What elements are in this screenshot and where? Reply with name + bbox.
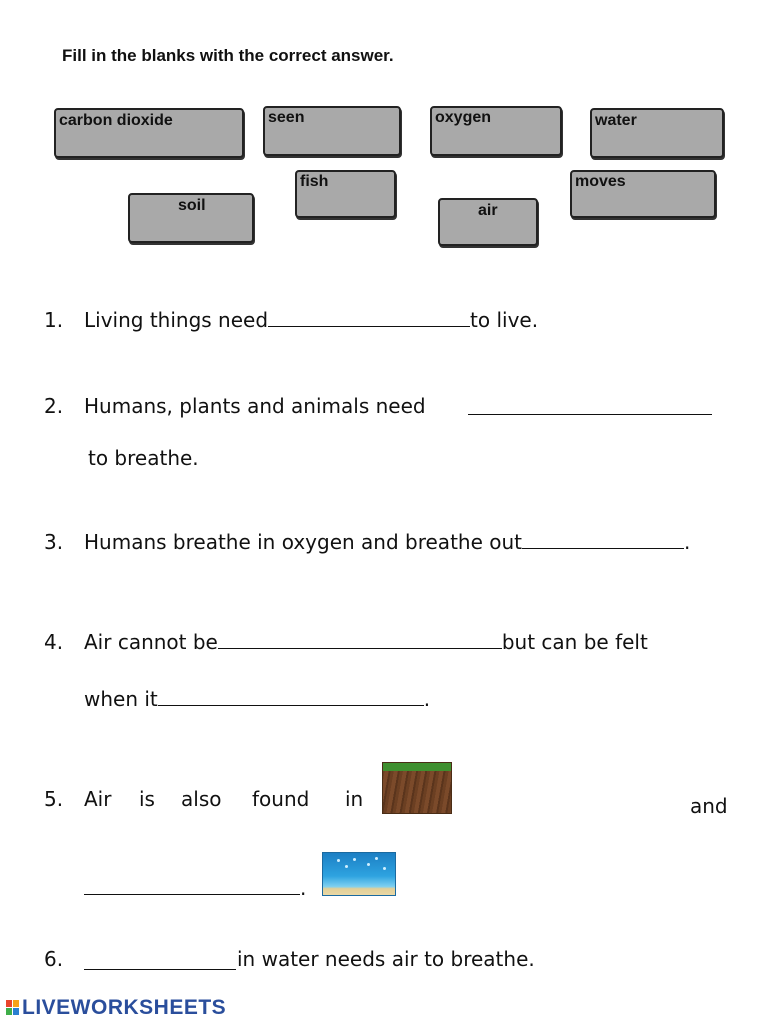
word-water[interactable]: water	[590, 108, 724, 158]
answer-blank-6[interactable]	[84, 969, 236, 970]
liveworksheets-logo-icon	[6, 1000, 20, 1016]
question-3-number: 3.	[44, 530, 64, 554]
question-5-number: 5.	[44, 787, 64, 811]
question-1	[84, 308, 538, 332]
word-seen[interactable]: seen	[263, 106, 401, 156]
word-carbon-dioxide[interactable]: carbon dioxide	[54, 108, 244, 158]
word-fish[interactable]: fish	[295, 170, 396, 218]
question-2-number: 2.	[44, 394, 64, 418]
instruction-heading: Fill in the blanks with the correct answer.	[62, 46, 394, 65]
question-4-number: 4.	[44, 630, 64, 654]
question-2-tail: to breathe.	[88, 446, 199, 470]
question-5-word-in: in	[345, 787, 364, 811]
liveworksheets-brand[interactable]: LIVEWORKSHEETS	[22, 996, 227, 1019]
question-1-number: 1.	[44, 308, 64, 332]
answer-blank-4a[interactable]	[218, 630, 502, 649]
answer-blank-4b[interactable]	[158, 687, 424, 706]
answer-blank-1[interactable]	[268, 308, 470, 327]
question-4-line2-text: when it	[84, 687, 158, 711]
answer-blank-3[interactable]	[522, 530, 684, 549]
question-5-word-air: Air	[84, 787, 112, 811]
question-6-text: in water needs air to breathe.	[237, 947, 535, 971]
word-oxygen[interactable]: oxygen	[430, 106, 562, 156]
question-4-middle: but can be felt	[501, 630, 648, 654]
question-3	[84, 530, 690, 554]
question-5-tail: .	[300, 876, 307, 900]
question-6-number: 6.	[44, 947, 64, 971]
question-4-text: Air cannot be	[84, 630, 218, 654]
soil-image	[382, 762, 452, 814]
word-soil[interactable]: soil	[128, 193, 254, 243]
question-4-tail: .	[423, 687, 431, 711]
answer-blank-2[interactable]	[468, 414, 712, 415]
underwater-image	[322, 852, 396, 896]
question-1-text: Living things need	[84, 308, 269, 332]
question-3-tail: .	[684, 530, 691, 554]
question-5-and: and	[690, 794, 728, 818]
question-5-word-also: also	[181, 787, 222, 811]
question-4-line2	[84, 687, 430, 711]
question-2-text: Humans, plants and animals need	[84, 394, 426, 418]
question-4	[84, 630, 648, 654]
answer-blank-5[interactable]	[84, 894, 300, 895]
word-air[interactable]: air	[438, 198, 538, 246]
question-5-word-is: is	[139, 787, 155, 811]
question-3-text: Humans breathe in oxygen and breathe out	[84, 530, 522, 554]
question-1-tail: to live.	[470, 308, 539, 332]
question-5-word-found: found	[252, 787, 310, 811]
word-moves[interactable]: moves	[570, 170, 716, 218]
